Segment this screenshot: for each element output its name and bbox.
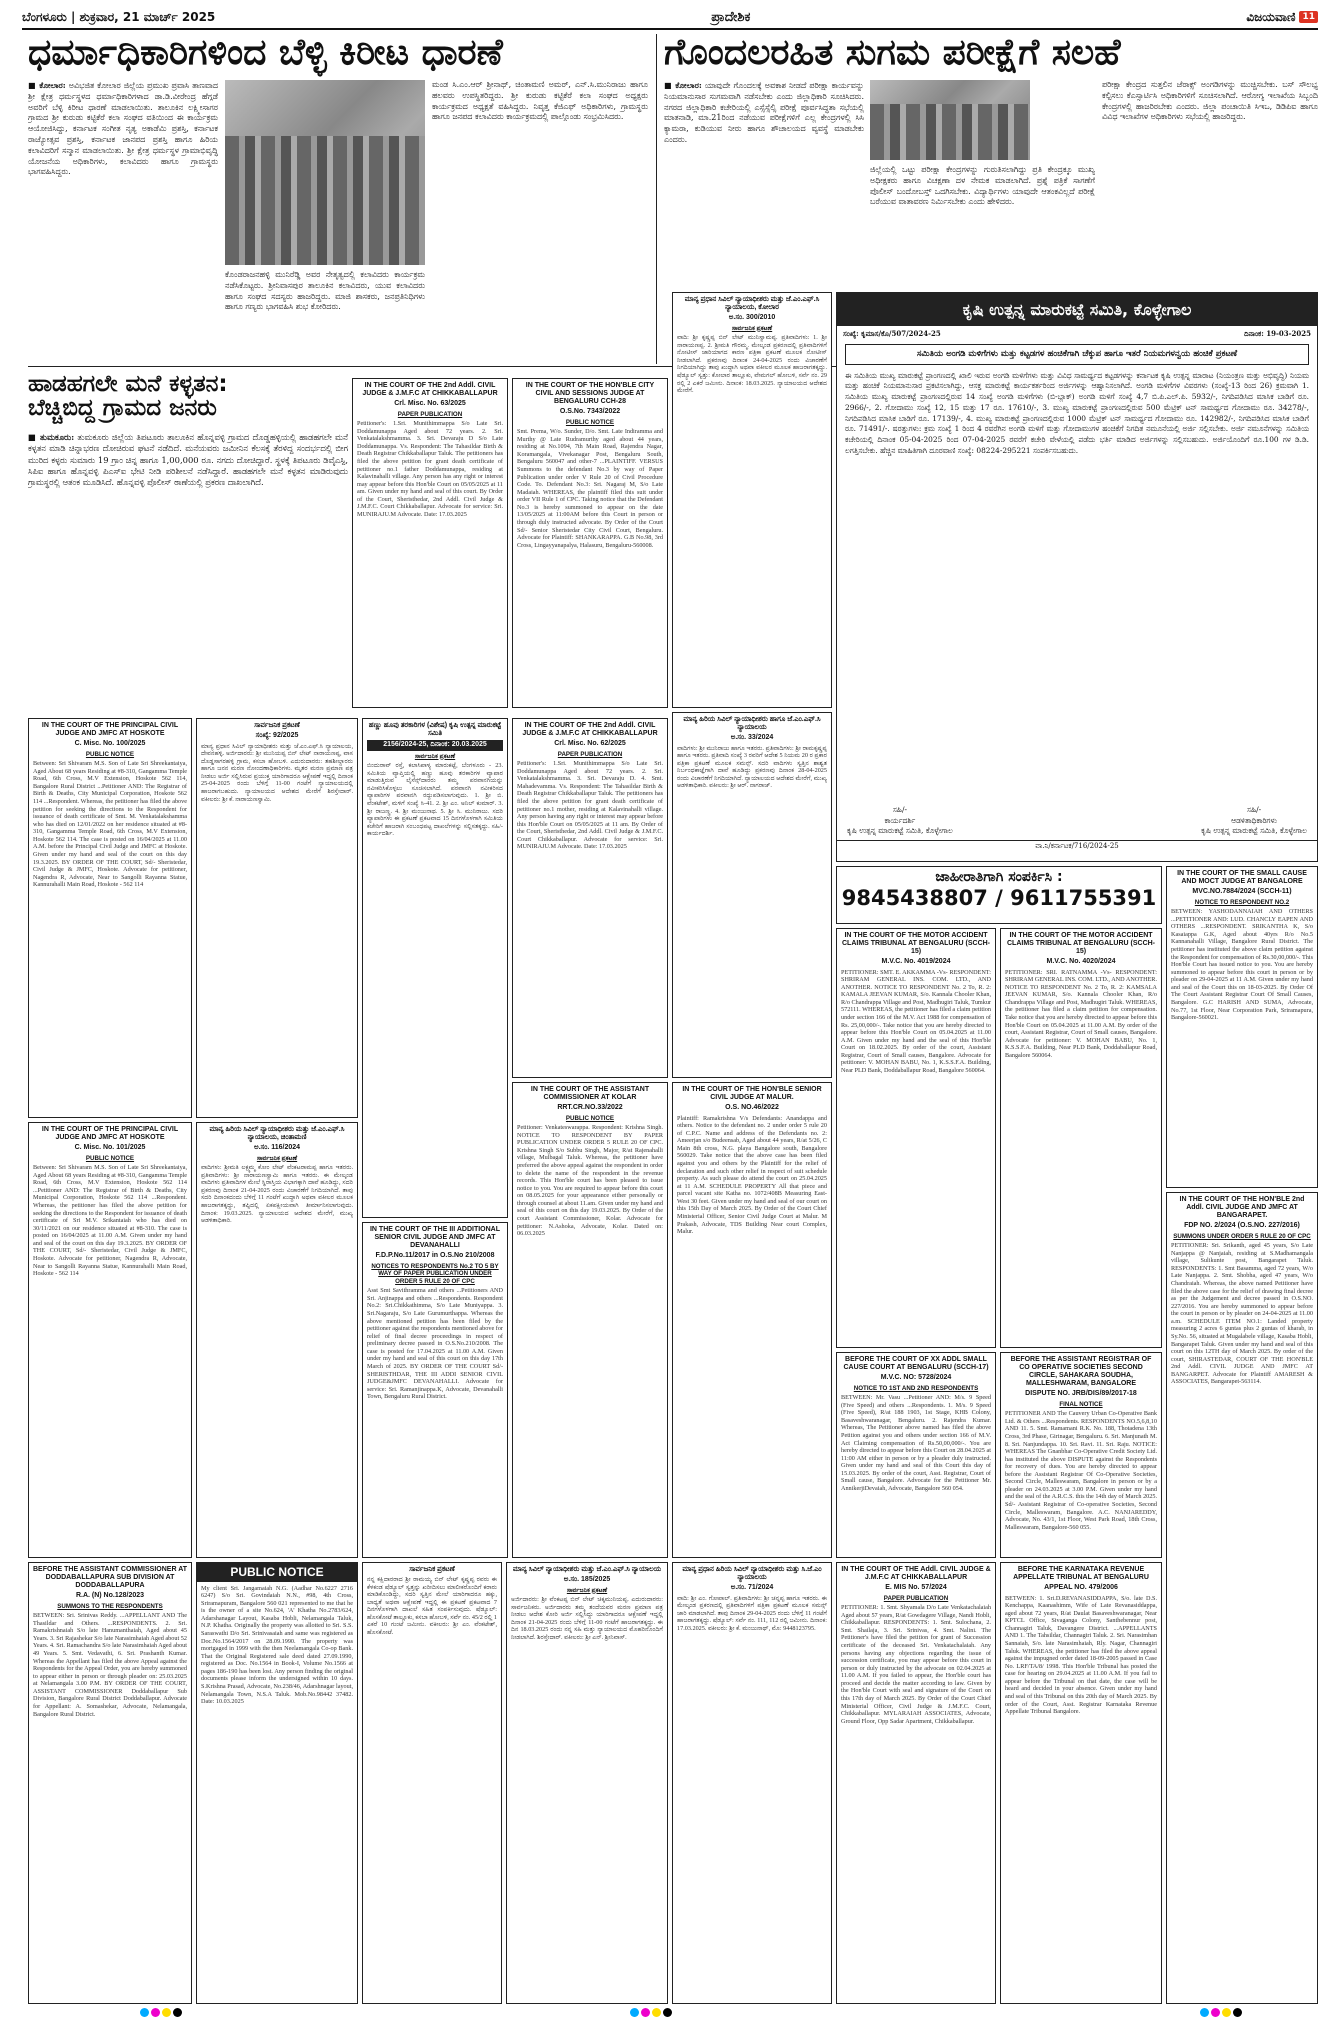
notice-mact-4019: IN THE COURT OF THE MOTOR ACCIDENT CLAIMS TRIBUNAL AT BENGALURU (SCCH-15) M.V.C. No. 4019/2024 PETITIONER: SMT. E. AKKAMMA -Vs- RESPONDENT: SHRIRAM GENERAL INS. COM. LTD., AND ANOTHER. NOTICE TO RESPONDENT No. 2 To, R. 2: KAMALA JEEVAN KUMAR, S/o. Kannala Chooler Khan, R/o Chandrappa Village and Post, Madhugiri Taluk, Tumkur 572111. WHEREAS, the petitioner has filed a claim petition under section 166 of the M.V. Act 1988 for compensation of Rs. 25,00,000/-. Take notice that you are hereby directed to appear before this Hon'ble Court on 05.04.2025 at 11.00 A.M. Given under my hand and the seal of this Hon'ble Court on 18.02.2025. By order of the court, Assistant Registrar, Court of Small causes, Bangalore. Advocate for petitioner: V. MOHAN BABU, No. 1, K.S.S.F.A. Building, Near PLD Bank, Doddaballapur Road, Bangalore 560064. [836, 928, 996, 1348]
story1-body: ಅವಿಭಜಿತ ಕೋಲಾರ ಜಿಲ್ಲೆಯ ಪ್ರಮುಖ ಪ್ರವಾಸಿ ತಾಣವಾದ ಶ್ರೀ ಕ್ಷೇತ್ರ ಧರ್ಮಸ್ಥಳದ ಧರ್ಮಾಧಿಕಾರಿಗಳಾದ ಡಾ.ಡಿ.ವೀರೇಂದ್ರ ಹೆಗ್ಗಡೆ ಅವರಿಗೆ ಬೆಳ್ಳಿ ಕಿರೀಟ ಧಾರಣೆ ಮಾಡಲಾಯಿತು. ತಾಲೂಕಿನ ಲಕ್ಷ್ಮೀಸಾಗರ ಗ್ರಾಮದ ಶ್ರೀ ಕುರುಡು ಕಟ್ಟಿಕೆರೆ ಕಲಾ ಸಂಘದ ವತಿಯಿಂದ ಈ ಕಾರ್ಯಕ್ರಮ ಆಯೋಜಿಸಿದ್ದು, ಕರ್ನಾಟಕ ಸಂಗೀತ ನೃತ್ಯ ಅಕಾಡೆಮಿ ಪ್ರಶಸ್ತಿ, ಕರ್ನಾಟಕ ರಾಜ್ಯೋತ್ಸವ ಪ್ರಶಸ್ತಿ, ಕರ್ನಾಟಕ ಜಾನಪದ ಪ್ರಶಸ್ತಿ ಹಾಗೂ ಹಿರಿಯ ಕಲಾವಿದರಿಗೆ ಸನ್ಮಾನ ಮಾಡಲಾಯಿತು. ಶ್ರೀ ಕ್ಷೇತ್ರ ಧರ್ಮಸ್ಥಳ ಗ್ರಾಮಾಭಿವೃದ್ಧಿ ಯೋಜನೆಯ ಅಧಿಕಾರಿಗಳು, ಕಲಾವಿದರು ಹಾಗೂ ಗ್ರಾಮಸ್ಥರು ಭಾಗವಹಿಸಿದ್ದರು. [28, 81, 218, 177]
notice-kannada-civil-185: ಮಾನ್ಯ ಸಿವಿಲ್ ನ್ಯಾಯಾಧೀಶರು ಮತ್ತು ಜೆ.ಎಂ.ಎಫ್.ಸಿ ನ್ಯಾಯಾಲಯ ಅ.ಸಂ. 185/2025 ಸಾರ್ವಜನಿಕ ಪ್ರಕಟಣೆ ಅರ್ಜಿದಾರರು: ಶ್ರೀ ವೆಂಕಟಪ್ಪ ಬಿನ್ ಲೇಟ್ ಚಿಕ್ಕಮುನಿಯಪ್ಪ. ಎದುರುದಾರರು: ಸಾರ್ವಜನಿಕರು. ಅರ್ಜಿದಾರರು ತಮ್ಮ ತಂದೆಯವರ ಮರಣ ಪ್ರಮಾಣ ಪತ್ರ ನೀಡಲು ಆದೇಶ ಕೋರಿ ಅರ್ಜಿ ಸಲ್ಲಿಸಿದ್ದು ಯಾರಿಗಾದರೂ ಆಕ್ಷೇಪಣೆ ಇದ್ದಲ್ಲಿ ದಿನಾಂಕ 21-04-2025 ರಂದು ಬೆಳಿಗ್ಗೆ 11-00 ಗಂಟೆಗೆ ಹಾಜರಾಗತಕ್ಕದ್ದು. ಈ ದಿನ 18.03.2025 ರಂದು ನನ್ನ ಸಹಿ ಮತ್ತು ನ್ಯಾಯಾಲಯದ ಮೊಹರಿನೊಂದಿಗೆ ನೀಡಲಾಗಿದೆ. ಶಿರಸ್ತೇದಾರ್. ವಕೀಲರು: ಶ್ರೀ ಎನ್. ಶ್ರೀನಿವಾಸ್. [506, 1562, 668, 2004]
notice-kannada-hoskote-sale: ಸಾರ್ವಜನಿಕ ಪ್ರಕಟಣೆ ನನ್ನ ಕಕ್ಷಿದಾರರಾದ ಶ್ರೀ ರಾಮಯ್ಯ ಬಿನ್ ಲೇಟ್ ಕೃಷ್ಣಪ್ಪ ರವರು ಈ ಕೆಳಕಂಡ ಷೆಡ್ಯೂಲ್ ಸ್ವತ್ತನ್ನು ಖರೀದಿಸಲು ಮಾಲೀಕರೊಂದಿಗೆ ಕರಾರು ಮಾಡಿಕೊಂಡಿದ್ದು, ಸದರಿ ಸ್ವತ್ತಿನ ಮೇಲೆ ಯಾರಿಗಾದರೂ ಹಕ್ಕು, ಬಾಧ್ಯತೆ ಅಥವಾ ಆಕ್ಷೇಪಣೆ ಇದ್ದಲ್ಲಿ ಈ ಪ್ರಕಟಣೆ ಪ್ರಕಟವಾದ 7 ದಿನಗಳೊಳಗಾಗಿ ದಾಖಲೆ ಸಹಿತ ಸಂಪರ್ಕಿಸುವುದು. ಷೆಡ್ಯೂಲ್: ಹೊಸಕೋಟೆ ತಾಲ್ಲೂಕು, ಕಸಬಾ ಹೋಬಳಿ, ಸರ್ವೆ ನಂ. 45/2 ರಲ್ಲಿ 1 ಎಕರೆ 10 ಗುಂಟೆ ಜಮೀನು. ವಕೀಲರು: ಶ್ರೀ ಎಂ. ವೆಂಕಟೇಶ್, ಹೊಸಕೋಟೆ. [362, 1562, 502, 2004]
story2-title: ಗೊಂದಲರಹಿತ ಸುಗಮ ಪರೀಕ್ಷೆಗೆ ಸಲಹೆ [664, 32, 1121, 73]
notice-kolar-rrt: IN THE COURT OF THE ASSISTANT COMMISSIONER AT KOLAR RRT.CR.NO.33/2022 PUBLIC NOTICE Petitioner: Venkateswarappa. Respondent: Krishna Singh. NOTICE TO RESPONDENT BY PAPER PUBLICATION UNDER ORDER 5 RULE 20 OF CPC. Krishna Singh S/o Subbu Singh, Major, R/at Rajenahalli village, Mulbagal Taluk. Whereas, the petitioner have preferred the above appeal against the respondent in order to delete the name of the respondent in the revenue records. This Hon'ble court has been pleased to issue notice to you. You are required to appear before this court on 08.05.2025 for your appearance either personally or through counsel at about 11.am. Given under my hand and seal of this court on this day 19.03.2025. By Order of the court Assistant Commissioner, Kolar. Advocate for petitioner: N.Ashoka, Advocate, Kolar. Dated on: 06.03.2025 [512, 1082, 668, 1558]
registration-marks-center [630, 2008, 672, 2017]
notice-malur-46: IN THE COURT OF THE HON'BLE SENIOR CIVIL JUDGE AT MALUR. O.S. NO.46/2022 Plaintiff: Ramakrishna V/s Defendants: Anandappa and others. Notice to the defendant no. 2 under order 5 rule 20 of C.P.C. Name and address of the Defendants no. 2: Ameerjan s/o Budeensab, Aged about 44 years, R/at 5/26, C Main 8th cross, N.G. playa Bangalore south, Bangalore 560029. Take notice that the above case has been filed against you and others by the Plaintiff for the relief of declaration and such other relief in respect of suit schedule property. As such please do attend the court on 25.04.2025 at 11 A.M. SCHEDULE PROPERTY All that piece and parcel vacant site Katha no. 1072/408B Measuring East-West 30 feet. Given under my hand and seal of our court on this 15th Day of March 2025. By Order of the Court Chief Ministerial Officer, Senior Civil Judge Court at Malur. M Prakash, Advocate, TDS Building Near court Complex, Malur. [672, 1082, 832, 1558]
page-header [22, 6, 1318, 30]
notice-chikkaballapur-62: IN THE COURT OF THE 2nd Addl. CIVIL JUDGE & J.M.F.C AT CHIKKABALLAPUR Crl. Misc. No. 62/2025 PAPER PUBLICATION Petitioner's: 1.Sri. Munithimmappa S/o Late Sri. Doddamunappa Aged about 72 years. 2. Sri. Venkatalakshmamma. 3. Sri. Devaraju D. 4. Smt. Mahadevamma. Vs. Respondent: The Tahasildar Birth & Death Registrar Chikkaballapur Taluk. The petitioners has filed the above petition for grant death certificate of petitioner no.1 mother, residing at Kalavinahalli village. Any person having any right or interest may appear before this Hon'ble Court on 05/05/2025 at 11 am. By Order of the Court, Sheristhedar, 2nd Addl. Civil Judge & J.M.F.C. Court Chikkaballapur. Advocate for service: Sri. MUNIRAJU.M Advocate. Date: 17.03.2025 [512, 718, 668, 1078]
story3-title: ಹಾಡಹಗಲೇ ಮನೆ ಕಳ್ಳತನ: [28, 371, 228, 397]
story1-body2: ಕೊಂಡರಾಜನಹಳ್ಳಿ ಮುನಿರೆಡ್ಡಿ ಅವರ ನೇತೃತ್ವದಲ್ಲಿ ಕಲಾವಿದರು ಕಾರ್ಯಕ್ರಮ ನಡೆಸಿಕೊಟ್ಟರು. ಶ್ರೀನಿವಾಸಪುರ ತಾಲೂಕಿನ ಕಲಾವಿದರು, ಯುವ ಕಲಾವಿದರು ಹಾಗೂ ಸಂಘದ ಸದಸ್ಯರು ಹಾಜರಿದ್ದರು. ಮಾಜಿ ಶಾಸಕರು, ಜನಪ್ರತಿನಿಧಿಗಳು ಹಾಗೂ ಗಣ್ಯರು ಭಾಗವಹಿಸಿ ಶುಭ ಕೋರಿದರು. [225, 270, 425, 312]
story1-headline [28, 34, 648, 72]
story2-body: ಯಾವುದೇ ಗೊಂದಲಕ್ಕೆ ಅವಕಾಶ ನೀಡದೆ ಪರೀಕ್ಷಾ ಕಾರ್ಯವನ್ನು ನಿಯಮಾನುಸಾರ ಸುಗಮವಾಗಿ ನಡೆಸಬೇಕು ಎಂದು ಜಿಲ್ಲಾಧಿಕಾರಿ ಸೂಚಿಸಿದರು. ನಗರದ ಜಿಲ್ಲಾಧಿಕಾರಿ ಕಚೇರಿಯಲ್ಲಿ ಎಸ್ಸೆಸ್ಸೆಲ್ಸಿ ಪರೀಕ್ಷೆ ಪೂರ್ವಸಿದ್ಧತಾ ಸಭೆಯಲ್ಲಿ ಮಾತನಾಡಿ, ಮಾ.21ರಿಂದ ನಡೆಯುವ ಪರೀಕ್ಷೆಗಳಿಗೆ ಎಲ್ಲ ಕೇಂದ್ರಗಳಲ್ಲಿ ಸಿಸಿ ಕ್ಯಾಮರಾ, ಕುಡಿಯುವ ನೀರು ಹಾಗೂ ಶೌಚಾಲಯದ ವ್ಯವಸ್ಥೆ ಮಾಡಬೇಕು ಎಂದರು. [664, 81, 864, 144]
notice-mact-4020: IN THE COURT OF THE MOTOR ACCIDENT CLAIMS TRIBUNAL AT BENGALURU (SCCH-15) M.V.C. No. 4020/2024 PETITIONER: SRI. RATNAMMA -Vs- RESPONDENT: SHRIRAM GENERAL INS. COM. LTD., AND ANOTHER. NOTICE TO RESPONDENT No. 2 To, R. 2: KAMSALA JEEVAN KUMAR, S/o. Kannala Chooler Khan, R/o Chandrappa Village and Post, Madhugiri Taluk. WHEREAS, the petitioner has filed a claim petition for compensation. Take notice that you are hereby directed to appear before this Hon'ble Court on 05.04.2025 at 11.00 A.M. By order of the court, Assistant Registrar, Court of Small causes, Bangalore. Advocate for petitioner: V. MOHAN BABU, No. 1, K.S.S.F.A. Building, Near PLD Bank, Doddaballapur Road, Bangalore 560064. [1000, 928, 1162, 1348]
notice-kannada-civil-33: ಮಾನ್ಯ ಹಿರಿಯ ಸಿವಿಲ್ ನ್ಯಾಯಾಧೀಶರು ಹಾಗೂ ಜೆ.ಎಂ.ಎಫ್.ಸಿ ನ್ಯಾಯಾಲಯ ಅ.ಸಂ. 33/2024 ವಾದಿಗಳು: ಶ್ರೀ ಮುನಿರಾಜು ಹಾಗೂ ಇತರರು. ಪ್ರತಿವಾದಿಗಳು: ಶ್ರೀ ರಾಮಕೃಷ್ಣಪ್ಪ ಹಾಗೂ ಇತರರು. ಪ್ರತಿವಾದಿ ಸಂಖ್ಯೆ 3 ರವರಿಗೆ ಆದೇಶ 5 ನಿಯಮ 20 ರ ಪ್ರಕಾರ ಪತ್ರಿಕಾ ಪ್ರಕಟಣೆ ಮೂಲಕ ಸಮನ್ಸ್. ಸದರಿ ವಾದಿಗಳು ಸ್ವತ್ತಿನ ಶಾಶ್ವತ ನಿರ್ಬಂಧಕಾಜ್ಞೆಗಾಗಿ ದಾವೆ ಹೂಡಿದ್ದು ಪ್ರಕರಣವು ದಿನಾಂಕ 28-04-2025 ರಂದು ವಿಚಾರಣೆಗೆ ನಿಗದಿಯಾಗಿದೆ. ನ್ಯಾಯಾಲಯದ ಆದೇಶದ ಮೇರೆಗೆ, ಮುಖ್ಯ ಆಡಳಿತಾಧಿಕಾರಿ. ವಕೀಲರು: ಶ್ರೀ ಆರ್. ನಾಗರಾಜ್. [672, 712, 832, 1078]
registration-marks-left [140, 2008, 182, 2017]
apmc-sign-left: ಸಹಿ/- ಕಾರ್ಯದರ್ಶಿ ಕೃಷಿ ಉತ್ಪನ್ನ ಮಾರುಕಟ್ಟೆ ಸಮಿತಿ, ಕೊಳ್ಳೇಗಾಲ [847, 804, 953, 836]
apmc-body: ಈ ಸಮಿತಿಯ ಮುಖ್ಯ ಮಾರುಕಟ್ಟೆ ಪ್ರಾಂಗಣದಲ್ಲಿ ಖಾಲಿ ಇರುವ ಅಂಗಡಿ ಮಳಿಗೆಗಳು ಮತ್ತು ವಿವಿಧ ಸಾಮರ್ಥ್ಯದ ಕಟ್ಟಡಗಳನ್ನು ಕರ್ನಾಟಕ ಕೃಷಿ ಉತ್ಪನ್ನ ಮಾರಾಟ (ನಿಯಂತ್ರಣ ಮತ್ತು ಅಭಿವೃದ್ಧಿ) ನಿಯಮ ಮತ್ತು ಹಂಚಿಕೆ ನಿಯಮಾನುಸಾರ ಪ್ರಕಟಿಸಲಾಗಿದ್ದು, ಆಸಕ್ತ ಮಾರುಕಟ್ಟೆ ಕಾರ್ಯಕರ್ತರಿಂದ ಅರ್ಜಿಗಳನ್ನು ಆಹ್ವಾನಿಸಲಾಗಿದೆ. ಅಂಗಡಿ ಮಳಿಗೆಗಳ ವಿವರಗಳು (ಸಂಖ್ಯೆ-13 ರಿಂದ 26) ಕ್ರಮವಾಗಿ 1. ಸಮಿತಿಯ ಮುಖ್ಯ ಮಾರುಕಟ್ಟೆ ಪ್ರಾಂಗಣದಲ್ಲಿರುವ 14 ಸಂಖ್ಯೆ ಅಂಗಡಿ ಮಳಿಗೆಗಳು (ಬಿ-ಬ್ಲಾಕ್) ಅಂಗಡಿ ಮಳಿಗೆ ಸಂಖ್ಯೆ 4,7 ಬಿ.ಪಿ.ಎಲ್.ಪಿ. 5932/-, ನಿಗದಿಪಡಿಸಿದ ಮಾಸಿಕ ಬಾಡಿಗೆ ರೂ. 2966/-, 2. ಗೋದಾಮು ಸಂಖ್ಯೆ 12, 15 ಮತ್ತು 17 ರೂ. 17610/-, 3. ಮುಖ್ಯ ಮಾರುಕಟ್ಟೆ ಪ್ರಾಂಗಣದಲ್ಲಿರುವ 500 ಮೆಟ್ರಿಕ್ ಟನ್ ಸಾಮರ್ಥ್ಯದ ಗೋದಾಮು ರೂ. 34278/-, ನಿಗದಿಪಡಿಸಿದ ಮಾಸಿಕ ಬಾಡಿಗೆ ರೂ. 17139/-, 4. ಮುಖ್ಯ ಮಾರುಕಟ್ಟೆ ಪ್ರಾಂಗಣದಲ್ಲಿರುವ 1000 ಮೆಟ್ರಿಕ್ ಟನ್ ಸಾಮರ್ಥ್ಯದ ಗೋದಾಮು ರೂ. 142982/-, ನಿಗದಿಪಡಿಸಿದ ಮಾಸಿಕ ಬಾಡಿಗೆ ರೂ. 71491/-. ಷರತ್ತುಗಳು: ಕ್ರಮ ಸಂಖ್ಯೆ 1 ರಿಂದ 4 ರವರೆಗಿನ ಅಂಗಡಿ ಮಳಿಗೆ ಮತ್ತು ಗೋದಾಮುಗಳ ಹಂಚಿಕೆಗೆ ನಿಗದಿತ ನಮೂನೆಯಲ್ಲಿ ಅರ್ಜಿ ಸಲ್ಲಿಸಬೇಕು. ಅರ್ಜಿ ನಮೂನೆಗಳನ್ನು ಸಮಿತಿಯ ಕಚೇರಿಯಲ್ಲಿ ದಿನಾಂಕ 05-04-2025 ರಿಂದ 07-04-2025 ರವರೆಗೆ ಕಚೇರಿ ವೇಳೆಯಲ್ಲಿ ಪಡೆದು ಭರ್ತಿ ಮಾಡಿದ ಅರ್ಜಿಗಳನ್ನು ಸಲ್ಲಿಸಬಹುದು. ಅರ್ಜಿಯೊಂದಿಗೆ ರೂ.100 ಗಳ ಡಿ.ಡಿ. ಲಗತ್ತಿಸಬೇಕು. ಹೆಚ್ಚಿನ ಮಾಹಿತಿಗಾಗಿ ದೂರವಾಣಿ ಸಂಖ್ಯೆ: 08224-295221 ಸಂಪರ್ಕಿಸಬಹುದು. [845, 370, 1309, 455]
notice-doddaballapura: BEFORE THE ASSISTANT COMMISSIONER AT DODDABALLAPURA SUB DIVISION AT DODDABALLAPURA R.A. (N) No.128/2023 SUMMONS TO THE RESPONDENTS BETWEEN: Sri. Srinivas Reddy. ...APPELLANT AND The Thasildar and Others. ...RESPONDENTS. 2. Sri. Ramakrishnaiah S/o late Hanumanthaiah, Aged about 45 Years. 3. Sri Rajashekar S/o late Narasimhaiah Aged about 52 Years. 4. Sri. Ramachandra S/o late Narasimhaiah Aged about 49 Years. 5. Smt. Vedavathi, 6. Sri. Prashanth Kumar. Whereas the Appellant has filed the above Appeal against the Respondents for the Appeal Order, you are hereby summoned to appear either in person or through pleader on: 25.03.2025 at Nelamangala 3.00 P.M. BY ORDER OF THE COURT, ASSISTANT COMMISSIONER Doddaballapur Sub Division, Bangalore Rural District Doddaballapur. Advocate for Appellant: A. Somashekar, Advocate, Nelamangala, Bangalore Rural District. [28, 1562, 192, 2004]
story3-headline [28, 372, 348, 420]
paper-name: ವಿಜಯವಾಣಿ [1246, 9, 1296, 24]
story1-col3 [432, 80, 648, 360]
ad-contact-box [836, 866, 1162, 924]
apmc-sign-right: ಸಹಿ/- ಆಡಳಿತಾಧಿಕಾರಿಗಳು ಕೃಷಿ ಉತ್ಪನ್ನ ಮಾರುಕಟ್ಟೆ ಸಮಿತಿ, ಕೊಳ್ಳೇಗಾಲ [1201, 804, 1307, 836]
notice-city-civil-7343: IN THE COURT OF THE HON'BLE CITY CIVIL AND SESSIONS JUDGE AT BENGALURU CCH-28 O.S.No. 7343/2022 PUBLIC NOTICE Smt. Prema, W/o. Sunder, D/o. Smt. Late Indiramma and Murthy @ Late Rudramurthy aged about 44 years, residing at No.1094, 7th Main Road, Rajendra Nagar, Koramangala, Vivekanagar Post, Bengaluru South, Bengaluru 560047 and other-7 ...PLAINTIFF. VERSUS Summons to the defendant No.3 by way of Paper Publication under order V Rule 20 of Civil Procedure Code. To. Defendant No.3: Sri. Nagaraj M, S/o Late Madaiah. WHEREAS, the plaintiff filed this suit under order VII Rule 1 of CPC. Taking notice that the Defendant No.3 is hereby summoned to appear on the date 13/05/2025 at 11:00AM before this Court in person or through duly instructed advocate. By Order of the Court Sd/- Senior Sheristedar City Civil Court, Bengaluru. Advocate for Plaintiff: SHANKARAPPA. G.B No.98, 3rd Cross, Lingayyanapalya, Halasuru, Bengaluru-560008. [512, 378, 668, 708]
apmc-date: ದಿನಾಂಕ: 19-03-2025 [1244, 329, 1311, 339]
story1-dateline: ■ ಕೋಲಾರ: [28, 80, 66, 90]
notice-krat-appeal: BEFORE THE KARNATAKA REVENUE APPELLATE TRIBUNAL AT BENGALURU APPEAL NO. 479/2006 BETWEEN: 1. Sri.D.REVANASIDDAPPA, S/o. late D.S. Kenchappa, Kaanashimm, Wife of Late Revanasiddappa, aged about 72 years, R/at Daulat Basaveshwaranagar, Near KPTCL Office, Sivaganga Colony, Santhebennur post, Channagiri Taluk, Davangere District. ...APPELLANTS AND 1. The Tahsildar, Channagiri Taluk. 2. Sri. Narasimhan Sannaiah, S/o. late Narasimhaiah, Rly. Nagar, Channagiri Taluk. WHEREAS, the petitioner has filed the above appeal against the impugned order dated 18-09-2005 passed in Case No. LRF/TA/8/ 1998. This Hon'ble Tribunal has posted the case for hearing on 29.04.2025 at 11.00 A.M. If you fail to appear before the Tribunal on that date, the case will be heard and decided in your absence. Given under my hand and seal of this Tribunal on this 20th day of March 2025. By order of the Court, Asst. Registrar Karnataka Revenue Appellate Tribunal Bangalore. [1000, 1562, 1162, 2004]
registration-marks-right [1200, 2008, 1242, 2017]
notice-kannada-chintamani: ಮಾನ್ಯ ಹಿರಿಯ ಸಿವಿಲ್ ನ್ಯಾಯಾಧೀಶರು ಮತ್ತು ಜೆ.ಎಂ.ಎಫ್.ಸಿ ನ್ಯಾಯಾಲಯ, ಚಿಂತಾಮಣಿ ಅ.ಸಂ. 116/2024 ಸಾರ್ವಜನಿಕ ಪ್ರಕಟಣೆ ವಾದಿಗಳು: ಶ್ರೀಮತಿ ಲಕ್ಷ್ಮಮ್ಮ ಕೋಂ ಲೇಟ್ ವೆಂಕಟರಾಮಪ್ಪ ಹಾಗೂ ಇತರರು. ಪ್ರತಿವಾದಿಗಳು: ಶ್ರೀ ನಾರಾಯಣಸ್ವಾಮಿ ಹಾಗೂ ಇತರರು. ಈ ಮೇಲ್ಕಂಡ ವಾದಿಗಳು ಪ್ರತಿವಾದಿಗಳ ಮೇಲೆ ಸ್ಥಿರಾಸ್ತಿಯ ವಿಭಾಗಕ್ಕಾಗಿ ದಾವೆ ಹೂಡಿದ್ದು, ಸದರಿ ಪ್ರಕರಣವು ದಿನಾಂಕ 21-04-2025 ರಂದು ವಿಚಾರಣೆಗೆ ನಿಗದಿಯಾಗಿದೆ. ತಾವು ಸದರಿ ದಿನಾಂಕದಂದು ಬೆಳಿಗ್ಗೆ 11 ಗಂಟೆಗೆ ಖುದ್ದಾಗಿ ಅಥವಾ ವಕೀಲರ ಮೂಲಕ ಹಾಜರಾಗತಕ್ಕದ್ದು, ತಪ್ಪಿದಲ್ಲಿ ಏಕಪಕ್ಷೀಯವಾಗಿ ತೀರ್ಮಾನಿಸಲಾಗುವುದು. ದಿನಾಂಕ: 19.03.2025. ನ್ಯಾಯಾಲಯದ ಆದೇಶದ ಮೇರೆಗೆ, ಮುಖ್ಯ ಆಡಳಿತಾಧಿಕಾರಿ. [196, 1122, 358, 1558]
story3-body: ತುಮಕೂರು ಜಿಲ್ಲೆಯ ತಿಪಟೂರು ತಾಲೂಕಿನ ಹೊನ್ನವಳ್ಳಿ ಗ್ರಾಮದ ದೊಡ್ಡಹಳ್ಳಿಯಲ್ಲಿ ಹಾಡಹಗಲೇ ಮನೆ ಕಳ್ಳತನ ಮಾಡಿ ಚಿನ್ನಾಭರಣ ದೋಚಿರುವ ಘಟನೆ ನಡೆದಿದೆ. ಮನೆಯವರು ಜಮೀನಿನ ಕೆಲಸಕ್ಕೆ ತೆರಳಿದ್ದ ಸಂದರ್ಭದಲ್ಲಿ ಬೀಗ ಮುರಿದ ಕಳ್ಳರು ಸುಮಾರು 19 ಗ್ರಾಂ ಚಿನ್ನ ಹಾಗೂ 1,00,000 ರೂ. ನಗದು ದೋಚಿದ್ದಾರೆ. ಸ್ಥಳಕ್ಕೆ ತಿಪಟೂರು ಡಿವೈಎಸ್ಪಿ, ಸಿಪಿಐ ಹಾಗೂ ಹೊನ್ನವಳ್ಳಿ ಪಿಎಸ್ಐ ಭೇಟಿ ನೀಡಿ ಪರಿಶೀಲನೆ ನಡೆಸಿದ್ದಾರೆ. ಹಾಡಹಗಲೇ ಮನೆ ಕಳ್ಳತನ ಮಾಡಿರುವುದು ಗ್ರಾಮಸ್ಥರಲ್ಲಿ ಆತಂಕ ಮೂಡಿಸಿದೆ. ಹೊನ್ನವಳ್ಳಿ ಪೊಲೀಸ್ ಠಾಣೆಯಲ್ಲಿ ಪ್ರಕರಣ ದಾಖಲಾಗಿದೆ. [28, 432, 348, 488]
apmc-footer: ವಾ.ನಿ/ಕರ್ನಾಟಕ/716/2024-25 [837, 840, 1317, 851]
story1-title: ಧರ್ಮಾಧಿಕಾರಿಗಳಿಂದ ಬೆಳ್ಳಿ ಕಿರೀಟ ಧಾರಣೆ [28, 32, 503, 73]
apmc-notice [836, 292, 1318, 862]
apmc-title: ಕೃಷಿ ಉತ್ಪನ್ನ ಮಾರುಕಟ್ಟೆ ಸಮಿತಿ, ಕೊಳ್ಳೇಗಾಲ [837, 293, 1317, 326]
story2-headline [664, 34, 1318, 72]
story1-body3: ಮಂಡ ಸಿ.ಎಂ.ಆರ್ ಶ್ರೀನಾಥ್, ಚಿಂತಾಮಣಿ ಅಮರ್, ಎನ್.ಸಿ.ಮುನಿರಾಜು ಹಾಗೂ ಹಲವರು ಉಪಸ್ಥಿತರಿದ್ದರು. ಶ್ರೀ ಕುರುಡು ಕಟ್ಟಿಕೆರೆ ಕಲಾ ಸಂಘದ ಅಧ್ಯಕ್ಷರು ಕಾರ್ಯಕ್ರಮದ ಅಧ್ಯಕ್ಷತೆ ವಹಿಸಿದ್ದರು. ನಿವೃತ್ತ ಕೆಜಿಎಫ್ ಅಧಿಕಾರಿಗಳು, ಗ್ರಾಮಸ್ಥರು ಹಾಗೂ ಜನಪದ ಕಲಾವಿದರು ಕಾರ್ಯಕ್ರಮದಲ್ಲಿ ಪಾಲ್ಗೊಂಡು ಸಂಭ್ರಮಿಸಿದರು. [432, 80, 648, 122]
story2-body3: ಪರೀಕ್ಷಾ ಕೇಂದ್ರದ ಸುತ್ತಲಿನ ಜೆರಾಕ್ಸ್ ಅಂಗಡಿಗಳನ್ನು ಮುಚ್ಚಿಸಬೇಕು. ಬಸ್ ಸೌಲಭ್ಯ ಕಲ್ಪಿಸಲು ಕೆಎಸ್ಸಾರ್ಟಿಸಿ ಅಧಿಕಾರಿಗಳಿಗೆ ಸೂಚಿಸಲಾಗಿದೆ. ಆರೋಗ್ಯ ಇಲಾಖೆಯ ಸಿಬ್ಬಂದಿ ಕೇಂದ್ರಗಳಲ್ಲಿ ಹಾಜರಿರಬೇಕು ಎಂದರು. ಜಿಲ್ಲಾ ಪಂಚಾಯಿತಿ ಸಿಇಒ, ಡಿಡಿಪಿಐ ಹಾಗೂ ವಿವಿಧ ಇಲಾಖೆಗಳ ಅಧಿಕಾರಿಗಳು ಸಭೆಯಲ್ಲಿ ಹಾಜರಿದ್ದರು. [1102, 80, 1318, 122]
paper-logo [1246, 10, 1318, 25]
story3-dateline: ■ ತುಮಕೂರು: [28, 432, 75, 442]
story2-body2: ಜಿಲ್ಲೆಯಲ್ಲಿ ಒಟ್ಟು ಪರೀಕ್ಷಾ ಕೇಂದ್ರಗಳನ್ನು ಗುರುತಿಸಲಾಗಿದ್ದು ಪ್ರತಿ ಕೇಂದ್ರಕ್ಕೂ ಮುಖ್ಯ ಅಧೀಕ್ಷಕರು ಹಾಗೂ ವಿಚಕ್ಷಣಾ ದಳ ನೇಮಕ ಮಾಡಲಾಗಿದೆ. ಪ್ರಶ್ನೆ ಪತ್ರಿಕೆ ಸಾಗಣೆಗೆ ಪೊಲೀಸ್ ಬಂದೋಬಸ್ತ್ ಒದಗಿಸಬೇಕು. ವಿದ್ಯಾರ್ಥಿಗಳು ಯಾವುದೇ ಆತಂಕವಿಲ್ಲದೆ ಪರೀಕ್ಷೆ ಬರೆಯುವ ವಾತಾವರಣ ನಿರ್ಮಿಸಬೇಕು ಎಂದು ಹೇಳಿದರು. [870, 165, 1095, 207]
notice-hoskote-101: IN THE COURT OF THE PRINCIPAL CIVIL JUDGE AND JMFC AT HOSKOTE C. Misc. No. 101/2025 PUBLIC NOTICE Between: Sri Shivaram M.S. Son of Late Sri Shreekantaiya, Aged About 68 years Residing at #8-310, Gangamma Temple Road, 6th Cross, M.V Extension, Hoskote 562 114 ...Petitioner AND: The Registrar of Birth & Deaths, City Municipal Corporation, Hoskote 562 114 ...Respondent. Whereas, the petitioner has filed the above petition for seeking the directions to the Respondent for issuance of death certificate of Sri M.V. Srikantaiah who has died on 30/11/2021 on our residence situated at #8-310. The case is posted on 16/04/2025 at 11.00 A.M. Given under my hand and seal of the court on this day 19.3.2025. BY ORDER OF THE COURT, Sd/- Sheristedar, Civil Judge & JMFC, Hoskote. Advocate for petitioner, Nagendra R, Advocate, Near to Sangolli Rayanna Statue, Kannurahalli Main Road, Hoskote - 562 114 [28, 1122, 192, 1558]
story2-dateline: ■ ಕೋಲಾರ: [664, 80, 702, 90]
story1-col2 [225, 270, 425, 360]
story1-photo [225, 80, 425, 265]
notice-kannada-apmc-flowers: ಹಣ್ಣು ಹೂವು ತರಕಾರಿಗಳ (ವಿಶೇಷ) ಕೃಷಿ ಉತ್ಪನ್ನ ಮಾರುಕಟ್ಟೆ ಸಮಿತಿ 2156/2024-25, ದಿನಾಂಕ: 20.03.2025 ಸಾರ್ವಜನಿಕ ಪ್ರಕಟಣೆ ಬಿಂದುರಾವ್ ರಸ್ತೆ, ಕಲಾಸಿಪಾಳ್ಯ ಮಾರುಕಟ್ಟೆ, ಬೆಂಗಳೂರು - 23. ಸಮಿತಿಯ ವ್ಯಾಪ್ತಿಯಲ್ಲಿ ಹಣ್ಣು ಹೂವು ತರಕಾರಿಗಳ ವ್ಯಾಪಾರ ಮಾಡುತ್ತಿರುವ ಲೈಸೆನ್ಸ್‌ದಾರರು ತಮ್ಮ ಪರವಾನಗಿಯನ್ನು ನವೀಕರಿಸಿಕೊಳ್ಳಲು ಸೂಚಿಸಲಾಗಿದೆ. ಪರವಾನಗಿ ನವೀಕರಿಸದ ವ್ಯಾಪಾರಿಗಳ ಪರವಾನಗಿ ರದ್ದುಪಡಿಸಲಾಗುವುದು. 1. ಶ್ರೀ ಬಿ. ವೆಂಕಟೇಶ್, ಮಳಿಗೆ ಸಂಖ್ಯೆ ಸಿ-41. 2. ಶ್ರೀ ಎಂ. ಅನಿಲ್ ಕುಮಾರ್. 3. ಶ್ರೀ ರಾಜಣ್ಣ. 4. ಶ್ರೀ ಮಂಜುನಾಥ. 5. ಶ್ರೀ ಸಿ. ಮುನಿರಾಜು. ಸದರಿ ವ್ಯಾಪಾರಿಗಳು ಈ ಪ್ರಕಟಣೆ ಪ್ರಕಟವಾದ 15 ದಿನಗಳೊಳಗಾಗಿ ಸಮಿತಿಯ ಕಚೇರಿಗೆ ಹಾಜರಾಗಿ ಸಂಬಂಧಪಟ್ಟ ದಾಖಲೆಗಳನ್ನು ಸಲ್ಲಿಸತಕ್ಕದ್ದು. ಸಹಿ/- ಕಾರ್ಯದರ್ಶಿ. [362, 718, 508, 1218]
notice-arcs-dispute: BEFORE THE ASSISTANT REGISTRAR OF CO OPERATIVE SOCIETIES SECOND CIRCLE, SAHAKARA SOUDHA, MALLESHWARAM, BANGALORE DISPUTE NO. JRB/DIS/89/2017-18 FINAL NOTICE PETITIONER AND The Cauvery Urban Co-Operative Bank Ltd. & Others ...Respondents. RESPONDENTS NO.5,6,8,10 AND 11. 5. Smt. Ramamani R.K. No. 188, Thotadena 13th Cross, 3rd Phase, Girinagar, Bengaluru. 6. Sri. Manjunath M. 8. Sri. Nanjundappa. 10. Sri. Ravi. 11. Sri. Raju. NOTICE: WHEREAS The Gnanbhar Co-Operative Credit Society Ltd. has instituted the above DISPUTE against the Respondents for recovery of dues. You are hereby directed to appear before the Assistant Registrar Of Co-Operative Societies, Second Circle, Malleswaram, Bangalore in person or by a pleader on 24.03.2025 at 3.00 P.M. Given under my hand and the seal of the A.R.C.S. this the 14th day of March 2025. Sd/- Assistant Registrar of Co-operative Societies, Second Circle, Malleswaram, Bangalore. A.C. NANJAREDDY, Advocate, No. 43/1, 1st Floor, West Park Road, 18th Cross, Malleswaram, Bangalore-560 055. [1000, 1352, 1162, 1558]
story3-title2: ಬೆಚ್ಚಿಬಿದ್ದ ಗ್ರಾಮದ ಜನರು [28, 395, 217, 422]
notice-public-nelamangala: PUBLIC NOTICE My client Sri. Jangamaiah N.G. (Aadhar No.6227 2716 6247) S/o Sri. Govindaiah N.N., #98, 4th Cross, Sriramapuram, Bangalore 560 021 represented to me that he is the owner of a site No.624, 'A' Khatha No.2783/624, Adarshanagar Layout, Kasaba Hobli, Nelamangala Taluk, N.P. Khatha. Originally the property was allotted to Sri. S.S. Saraswathi D/o Sri. Srinivasaiah and same was registered as Doc.No.1564/2017 on 28.09.1990. The property was mortgaged in 1999 with the then Neelamangala Co-op Bank. That the Original Registered sale deed dated 27.09.1990, registered as Doc. No.1564 in Book-I, Volume No.1566 at pages 186-190 has been lost. Any person finding the original documents please inform the undersigned within 10 days. S.Krishna Prasad, Advocate, No.238/46, Adarshnagar layout, Nelamangala Town, N.S.A Taluk. Mob.No.98442 37482. Date: 10.03.2025 [196, 1562, 358, 2004]
page-number: 11 [1299, 11, 1318, 23]
notice-kannada-civil-71: ಮಾನ್ಯ ಪ್ರಧಾನ ಹಿರಿಯ ಸಿವಿಲ್ ನ್ಯಾಯಾಧೀಶರು ಮತ್ತು ಸಿ.ಜೆ.ಎಂ ನ್ಯಾಯಾಲಯ ಅ.ಸಂ. 71/2024 ವಾದಿ: ಶ್ರೀ ಎಂ. ಗೋಪಾಲ್. ಪ್ರತಿವಾದಿಗಳು: ಶ್ರೀ ಚನ್ನಪ್ಪ ಹಾಗೂ ಇತರರು. ಈ ಮೇಲ್ಕಂಡ ಪ್ರಕರಣದಲ್ಲಿ ಪ್ರತಿವಾದಿಗಳಿಗೆ ಪತ್ರಿಕಾ ಪ್ರಕಟಣೆ ಮೂಲಕ ಸಮನ್ಸ್ ಜಾರಿ ಮಾಡಲಾಗಿದೆ. ತಾವು ದಿನಾಂಕ 29-04-2025 ರಂದು ಬೆಳಿಗ್ಗೆ 11 ಗಂಟೆಗೆ ಹಾಜರಾಗತಕ್ಕದ್ದು. ಷೆಡ್ಯೂಲ್: ಸರ್ವೆ ನಂ. 111, 112 ರಲ್ಲಿ ಜಮೀನು. ದಿನಾಂಕ: 17.03.2025. ವಕೀಲರು: ಶ್ರೀ ಕೆ. ಮಂಜುನಾಥ್, ಮೊ: 9448123795. [672, 1562, 832, 2004]
story3-body-col [28, 432, 348, 714]
section-name: ಪ್ರಾದೇಶಿಕ [711, 9, 751, 25]
notice-chikkaballapur-63: IN THE COURT OF THE 2nd Addl. CIVIL JUDGE & J.M.F.C AT CHIKKABALLAPUR Crl. Misc. No. 63/2025 PAPER PUBLICATION Petitioner's: 1.Sri. Munithimmappa S/o Late Sri. Doddamunappa Aged about 72 years. 2. Sri. Venkatalakshmamma. 3. Sri. Devaraju D S/o Late Doddamunappa. Vs. Respondent: The Tahasildar Birth & Death Registrar Chikkaballapur Taluk. The petitioners has filed the above petition for grant death certificate of petitioner no.1 father Doddamunappa, residing at Kalavinahalli village. Any person has any right or interest may appear before this Hon'ble Court on 05/05/2025 at 11 am. Given under my hand and seal of this court. By Order of the Court, Sheristhedar, 2nd Addl. Civil Judge & J.M.F.C. Court Chikkaballapur. Advocate for service: Sri. MUNIRAJU.M Advocate. Date: 17.03.2025 [352, 378, 508, 708]
notice-chikkaballapur-emis: IN THE COURT OF THE Addl. CIVIL JUDGE & J.M.F.C AT CHIKKABALLAPUR E. MIS No. 57/2024 PAPER PUBLICATION PETITIONER: 1. Smt. Shyamala D/o Late Venkatachalaiah Aged about 57 years, R/at Gowdagere Village, Nandi Hobli, Chikkaballapur. RESPONDENTS: 1. Smt. Sulochana, 2. Smt. Shailaja, 3. Sri. Srinivas, 4. Smt. Nalini. The Petitioner's have filed the petition for grant of Succession certificate of the deceased Sri. Venkatachalaiah. Any persons having any objections regarding the issue of succession certificate, you may appear before this court in person or duly instructed by the advocate on 02.04.2025 at 11.00 A.M. If you failed to appear, the Hon'ble court has proceed and decide the matter according to law. Given by the Hon'ble Court with seal and signature of the Court on this 17th day of March 2025. By Order of the Court Chief Ministerial Officer, Civil Judge & J.M.F.C. Court, Chikkaballapur. MYLARAIAH ASSOCIATES, Advocate, Ground Floor, Opp Sadar Apartment, Chikkaballapur. [836, 1562, 996, 2004]
ad-contact-title: ಜಾಹೀರಾತಿಗಾಗಿ ಸಂಪರ್ಕಿಸಿ : [935, 869, 1063, 885]
apmc-ref: ಸಂಖ್ಯೆ: ಕೃಮಾಸ/ಕೊ/507/2024-25 [843, 329, 941, 339]
notice-kannada-kolar-300: ಮಾನ್ಯ ಪ್ರಧಾನ ಸಿವಿಲ್ ನ್ಯಾಯಾಧೀಶರು ಮತ್ತು ಜೆ.ಎಂ.ಎಫ್.ಸಿ ನ್ಯಾಯಾಲಯ, ಕೋಲಾರ ಅ.ಸಂ. 300/2010 ಸಾರ್ವಜನಿಕ ಪ್ರಕಟಣೆ ವಾದಿ: ಶ್ರೀ ಕೃಷ್ಣಪ್ಪ ಬಿನ್ ಲೇಟ್ ಮುನಿಸ್ವಾಮಪ್ಪ. ಪ್ರತಿವಾದಿಗಳು: 1. ಶ್ರೀ ನಾರಾಯಣಪ್ಪ. 2. ಶ್ರೀಮತಿ ಗೌರಮ್ಮ. ಮೇಲ್ಕಂಡ ಪ್ರಕರಣದಲ್ಲಿ ಪ್ರತಿವಾದಿಗಳಿಗೆ ನೋಟೀಸ್ ಜಾರಿಯಾಗದ ಕಾರಣ ಪತ್ರಿಕಾ ಪ್ರಕಟಣೆ ಮೂಲಕ ನೋಟೀಸ್ ನೀಡಲಾಗಿದೆ. ಪ್ರಕರಣವು ದಿನಾಂಕ 24-04-2025 ರಂದು ವಿಚಾರಣೆಗೆ ನಿಗದಿಯಾಗಿದ್ದು ತಾವು ಖುದ್ದಾಗಿ ಅಥವಾ ವಕೀಲರ ಮೂಲಕ ಹಾಜರಾಗತಕ್ಕದ್ದು. ಷೆಡ್ಯೂಲ್ ಸ್ವತ್ತು: ಕೋಲಾರ ತಾಲ್ಲೂಕು, ವೇಮಗಲ್ ಹೋಬಳಿ, ಸರ್ವೆ ನಂ. 29 ರಲ್ಲಿ 2 ಎಕರೆ ಜಮೀನು. ದಿನಾಂಕ: 18.03.2025. ನ್ಯಾಯಾಲಯದ ಆದೇಶದ ಮೇರೆಗೆ. [672, 292, 832, 708]
notice-kannada-devanahalli: ಸಾರ್ವಜನಿಕ ಪ್ರಕಟಣೆ ಸಂಖ್ಯೆ: 92/2025 ಮಾನ್ಯ ಪ್ರಧಾನ ಸಿವಿಲ್ ನ್ಯಾಯಾಧೀಶರು ಮತ್ತು ಜೆ.ಎಂ.ಎಫ್.ಸಿ ನ್ಯಾಯಾಲಯ, ದೇವನಹಳ್ಳಿ. ಅರ್ಜಿದಾರರು: ಶ್ರೀ ಮುನಿಯಪ್ಪ ಬಿನ್ ಲೇಟ್ ನಾರಾಯಣಪ್ಪ, ವಾಸ ದೊಡ್ಡಸಾಗರಹಳ್ಳಿ ಗ್ರಾಮ, ಕಸಬಾ ಹೋಬಳಿ. ಎದುರುದಾರರು: ತಹಶೀಲ್ದಾರರು ಹಾಗೂ ಜನನ ಮರಣ ನೋಂದಣಾಧಿಕಾರಿಗಳು. ಮೃತರ ಮರಣ ಪ್ರಮಾಣ ಪತ್ರ ನೀಡಲು ಅರ್ಜಿ ಸಲ್ಲಿಸಿರುವ ಪ್ರಯುಕ್ತ ಯಾರಿಗಾದರೂ ಆಕ್ಷೇಪಣೆ ಇದ್ದಲ್ಲಿ ದಿನಾಂಕ 25-04-2025 ರಂದು ಬೆಳಿಗ್ಗೆ 11-00 ಗಂಟೆಗೆ ನ್ಯಾಯಾಲಯದಲ್ಲಿ ಹಾಜರಾಗಬಹುದು. ನ್ಯಾಯಾಲಯದ ಆದೇಶದ ಮೇರೆಗೆ ಶಿರಸ್ತೇದಾರ್. ವಕೀಲರು: ಶ್ರೀ ಕೆ. ನಾರಾಯಣಸ್ವಾಮಿ. [196, 718, 358, 1118]
notice-scch17-5728: BEFORE THE COURT OF XX ADDL SMALL CAUSE COURT AT BENGALURU (SCCH-17) M.V.C. NO: 5728/2024 NOTICE TO 1ST AND 2ND RESPONDENTS BETWEEN: Mr. Vasu ...Petitioner AND: M/s. 9 Speed (Five Speed) and others ...Respondents. 1. M/s. 9 Speed (Five Speed), R/at 188 1903, 1st Stage, KHB Colony, Basaveshwaranagar, Bengaluru. 2. Rajendra Kumar. Whereas, The Petitioner above named has filed the above Petition against you and others under section 166 of M.V. Act Claiming compensation of Rs.50,00,000/-. You are hereby directed to appear before this Court on 28.04.2025 at 11:00 AM either in person or by a pleader duly instructed. Given under my hand and seal of this Court this day of 15.03.2025. By order of the court, Asst. Registrar, Court of Small cause, Bangalore. Advocate for the Petitioner Mr. AnnikerjiDevaiah, Advocate, Bangalore 560 054. [836, 1352, 996, 1558]
notice-hoskote-100: IN THE COURT OF THE PRINCIPAL CIVIL JUDGE AND JMFC AT HOSKOTE C. Misc. No. 100/2025 PUBLIC NOTICE Between: Sri Shivaram M.S. Son of Late Sri Shreekantaiya, Aged About 68 years Residing at #8-310, Gangamma Temple Road, 6th Cross, M.V Extension, Hoskote 562 114, Bangalore Rural District ...Petitioner AND: The Registrar of Birth & Deaths, City Municipal Corporation, Hoskote 562 114 ...Respondent. Whereas, the petitioner has filed the above petition for seeking the directions to the Respondent for issuance of death certificate of Smt. M. Venkatalakshamma who has died on 12/01/2022 on her residence situated at #8-310, Gangamma Temple Road, 6th Cross, M.V Extension, Hoskote 562 114. The case is posted on 16/04/2025 at 11.00 A.M. before the Principal Civil Judge and JMFC at Hoskote. Given under my hand and seal of the court on this day 19.3.2025. BY ORDER OF THE COURT, Sd/- Sheristedar, Civil Judge & JMFC, Hoskote. Advocate for petitioner, Nagendra R, Advocate, Near to Sangolli Rayanna Statue, Kannurahalli Main Road, Hoskote - 562 114 [28, 718, 192, 1118]
apmc-subtitle: ಸಮಿತಿಯ ಅಂಗಡಿ ಮಳಿಗೆಗಳು ಮತ್ತು ಕಟ್ಟಡಗಳ ಹಂಚಿಕೆಗಾಗಿ ಚೆಕ್ಕುಪ ಹಾಗೂ ಇತರೆ ನಿಯಮಗಳನ್ವಯ ಹಂಚಿಕೆ ಪ್ರಕಟಣೆ [845, 344, 1309, 364]
notice-small-cause-7884: IN THE COURT OF THE SMALL CAUSE AND MOCT JUDGE AT BANGALORE MVC.NO.7884/2024 (SCCH-11) NOTICE TO RESPONDENT NO.2 BETWEEN: YASHODANNAIAH AND OTHERS ...PETITIONER AND: LUD. CHANCLY EAPEN AND OTHERS ...RESPONDENT. SRIKANTHA K, S/o Kasaiappa G.K, Aged about 40yrs R/o No.5 Kannanahalli Village, Bangalore Rural District. The petitioner has instituted the above claim petition against the Respondent for compensation of Rs.30,00,000/-. This Hon'ble Court has issued notice to you. You are hereby summoned to appear before this court in person or by pleader on 29-04-2025 at 11 A.M. Given under my hand and seal of the Court this on 18-03-2025. By Order Of The Court Assistant Registrar Court Of Small Causes, Bangalore. G.C HARISH AND SUMA, Advocate, No.77, 1st Floor, Near Corporation Park, Sriramapura, Bangalore-560021. [1166, 866, 1318, 1188]
newspaper-page [22, 6, 1318, 30]
story2-photo [870, 80, 1030, 160]
ad-contact-phones: 9845438807 / 9611755391 [841, 886, 1157, 911]
story1-col1 [28, 80, 218, 360]
notice-bangarapet-fdp: IN THE COURT OF THE HON'BLE 2nd Addl. CIVIL JUDGE AND JMFC AT BANGARAPET. FDP NO. 2/2024 (O.S.NO. 227/2016) SUMMONS UNDER ORDER 5 RULE 20 OF CPC PETITIONER: Sri. Srikanth, aged 45 years, S/o Late Nanjappa @ Nanjaiah, residing at S.Madhamangala village, Sulikunte post, Bangarapet Taluk. RESPONDENTS: 1. Smt Basamma, aged 72 years, W/o Late Nanjappa. 2. Smt. Shobha, aged 47 years, W/o Chandraiah. Whereas, the above named Petitioner have filed the above case for the relief of drawing final decree as per the Judgement and decree passed in O.S.NO. 227/2016. You are hereby summoned to appear before the court in person or by pleader on 24-04-2025 at 11.00 a.m. SCHEDULE ITEM NO.1: Landed property measuring 2 acres 6 guntas plus 2 guntas of kharab, in Sy.No. 56, situated at Mugalabele village, Kasaba Hobli, Bangarapet Taluk. Given under my hand and seal of this court on this 12TH day of March 2025. By order of the court, SHIRASTEDAR, COURT OF THE HON'BLE 2nd Addl. CIVIL JUDGE AND JMFC AT BANGARPET. Advocate for Plaintiff AMARESH & ASSOCIATES, Bangarapet-563114. [1166, 1192, 1318, 2004]
city-date: ಬೆಂಗಳೂರು | ಶುಕ್ರವಾರ, 21 ಮಾರ್ಚ್ 2025 [22, 9, 216, 24]
notice-devanahalli-fdp: IN THE COURT OF THE III ADDITIONAL SENIOR CIVIL JUDGE AND JMFC AT DEVANAHALLI F.D.P.No.11/2017 in O.S.No 210/2008 NOTICES TO RESPONDENTS No.2 TO 5 BY WAY OF PAPER PUBLICATION UNDER ORDER 5 RULE 20 OF CPC Asst Smt Savithramma and others ...Petitioners AND Sri. Anjinappa and others ...Respondents. Respondent No.2: Sri.Chikkathimma, S/o Late Muniyappa. 3. Sri.Nagaraju, S/o Late Gurumurthappa. Whereas the above mentioned petition has been filed by the petitioner against the respondents mentioned above for relief of final decree proceedings in respect of preliminary decree passed in O.S.No.210/2008. The case is posted for 17.04.2025 at 11.00 A.M. Given under my hand and seal of this court on this day 17th March of 2025. BY ORDER OF THE COURT Sd/- SHERISTHDAR, THE III ADDI SENIOR CIVIL JUDGE&JMFC DEVANAHALLI. Advocate for service: Sri. Ramanjinappa.K, Advocate, Devanahalli Town, Bengaluru Rural District. [362, 1222, 508, 1558]
